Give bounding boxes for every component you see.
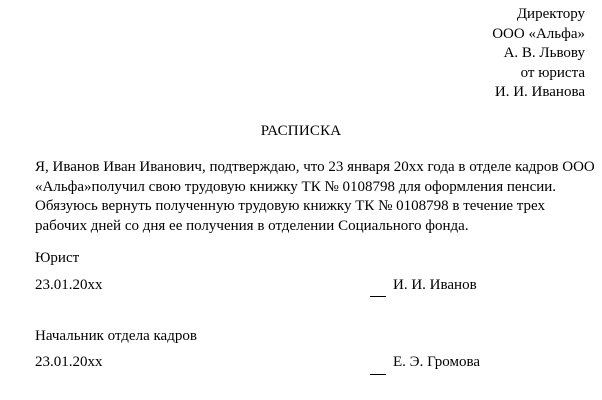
signatory-name: Е. Э. Громова	[393, 354, 481, 370]
body-line: Я, Иванов Иван Иванович, подтверждаю, что 23 января 20хх года в отделе кадров ООО	[35, 159, 595, 175]
signatory-role: Начальник отдела кадров	[35, 328, 197, 344]
addressee-block	[492, 5, 585, 103]
document-body	[35, 158, 595, 236]
signatory-name: И. И. Иванов	[393, 277, 477, 293]
addressee-company: ООО «Альфа»	[492, 25, 585, 42]
body-line: рабочих дней со дня ее получения в отделении Социального фонда.	[35, 217, 469, 234]
addressee-position: Директору	[516, 6, 585, 22]
document-title: РАСПИСКА	[260, 123, 342, 139]
body-line: «Альфа»получил свою трудовую книжку ТК № 0108798 для оформления пенсии.	[35, 178, 557, 195]
sender-name: И. И. Иванова	[494, 84, 585, 100]
sender-position: от юриста	[520, 64, 585, 81]
body-line: Обязуюсь вернуть полученную трудовую книжку ТК № 0108798 в течение трех	[35, 198, 545, 214]
signature-line	[370, 296, 386, 297]
signatory-role: Юрист	[35, 250, 80, 266]
signature-line	[370, 374, 386, 375]
addressee-name: А. В. Львову	[503, 45, 585, 61]
signature-date: 23.01.20хх	[35, 277, 103, 293]
signature-date: 23.01.20хх	[35, 354, 103, 370]
